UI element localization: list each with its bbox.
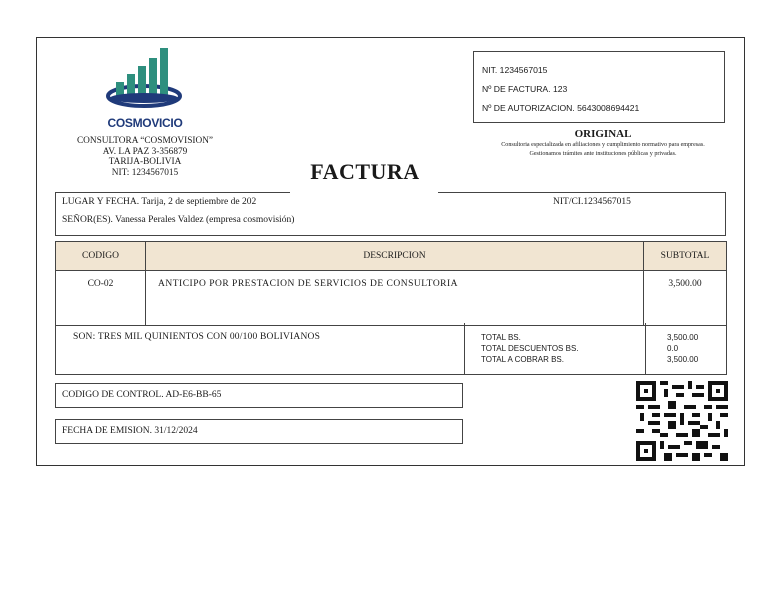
amount-in-words: SON: TRES MIL QUINIENTOS CON 00/100 BOLIVIANOS <box>73 332 321 342</box>
qr-code <box>636 381 728 461</box>
total-due-value: 3,500.00 <box>667 354 699 364</box>
title-gap <box>290 190 438 193</box>
company-name: CONSULTORA “COSMOVISION” <box>76 136 214 146</box>
divider <box>464 323 465 374</box>
original-label: ORIGINAL <box>574 128 632 140</box>
company-nit: NIT: 1234567015 <box>111 167 179 178</box>
row-description: ANTICIPO POR PRESTACION DE SERVICIOS DE CONSULTORIA <box>146 271 644 326</box>
company-info <box>60 136 230 178</box>
header-codigo: CODIGO <box>56 242 146 271</box>
total-value: 3,500.00 <box>667 333 699 342</box>
emission-date: FECHA DE EMISION. 31/12/2024 <box>55 419 463 444</box>
company-city: TARIJA-BOLIVIA <box>108 157 182 167</box>
totals-labels <box>481 333 579 365</box>
discount-label: TOTAL DESCUENTOS BS. <box>481 343 579 353</box>
customer-name: SEÑOR(ES). Vanessa Perales Valdez (empresa cosmovisión) <box>62 215 295 225</box>
place-date: LUGAR Y FECHA. Tarija, 2 de septiembre de 202 <box>62 197 257 207</box>
discount-value: 0.0 <box>667 343 679 353</box>
totals-row <box>55 323 727 375</box>
divider <box>645 323 646 374</box>
tagline-line-2: Gestionamos trámites ante instituciones públicas y privadas. <box>529 151 677 157</box>
control-code: CODIGO DE CONTROL. AD-E6-BB-65 <box>55 383 463 408</box>
header-descripcion: DESCRIPCION <box>146 242 644 271</box>
nit-number: NIT. 1234567015 <box>482 65 548 75</box>
logo-text: COSMOVICIO <box>107 116 183 130</box>
authorization-number: Nº DE AUTORIZACION. 5643008694421 <box>482 103 640 113</box>
company-address: AV. LA PAZ 3-356879 <box>102 146 188 157</box>
invoice-number: Nº DE FACTURA. 123 <box>482 84 568 94</box>
nit-box <box>473 51 725 123</box>
table-row <box>56 271 727 326</box>
row-code: CO-02 <box>56 271 146 326</box>
table-header-row <box>56 242 727 271</box>
tagline <box>470 141 736 159</box>
total-due-label: TOTAL A COBRAR BS. <box>481 354 564 364</box>
document-title: FACTURA <box>310 159 420 184</box>
row-subtotal: 3,500.00 <box>644 271 727 326</box>
customer-box <box>55 192 726 236</box>
company-logo <box>104 46 184 112</box>
totals-values <box>667 333 698 365</box>
items-table <box>55 241 727 326</box>
total-label: TOTAL BS. <box>481 333 521 342</box>
header-subtotal: SUBTOTAL <box>644 242 727 271</box>
tagline-line-1: Consultoria especializada en afiliaciones y cumplimiento normativo para empresas. <box>501 142 705 148</box>
customer-nit: NIT/CI.1234567015 <box>553 197 631 207</box>
